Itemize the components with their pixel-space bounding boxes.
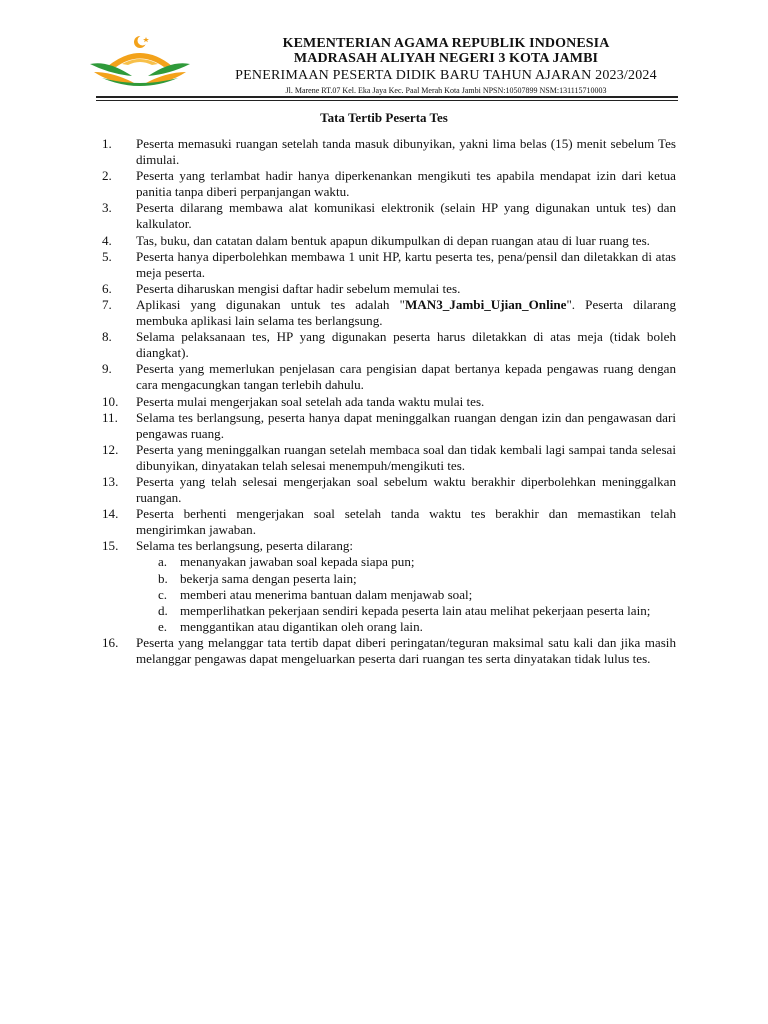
list-item-number: 14. — [102, 506, 119, 522]
list-item-number: 11. — [102, 409, 118, 425]
list-item — [102, 441, 676, 474]
sub-list-letter: e. — [158, 618, 168, 634]
list-item-text: Peserta yang memerlukan penjelasan cara pengisian dapat bertanya kepada pengawas ruang dengan cara mengacungkan tangan terlebih dahulu. — [136, 361, 676, 393]
list-item-number: 6. — [102, 280, 112, 296]
sub-list-item — [136, 587, 676, 603]
sub-list-item — [136, 554, 676, 570]
list-item-number: 13. — [102, 473, 119, 489]
list-item-number: 9. — [102, 361, 112, 377]
list-item-text: Peserta mulai mengerjakan soal setelah ada tanda waktu mulai tes. — [136, 393, 485, 409]
list-item — [102, 296, 676, 329]
header-rule-thin — [96, 100, 678, 101]
list-item — [102, 248, 676, 281]
list-item — [102, 361, 676, 393]
list-item-number: 16. — [102, 634, 119, 650]
list-item — [102, 538, 676, 635]
list-item — [102, 329, 676, 361]
list-item-text: Peserta dilarang membawa alat komunikasi elektronik (selain HP yang digunakan untuk tes) dan kalkulator. — [136, 200, 676, 232]
list-item-number: 12. — [102, 441, 119, 457]
list-item-number: 3. — [102, 200, 112, 216]
list-item-text-before: Aplikasi yang digunakan untuk tes adalah " — [136, 296, 405, 312]
list-item-text: Peserta yang telah selesai mengerjakan soal sebelum waktu berakhir diperbolehkan meninggalkan ruangan. — [136, 473, 676, 506]
list-item — [102, 280, 676, 297]
list-item-number: 4. — [102, 232, 112, 248]
list-item — [102, 200, 676, 232]
list-item-number: 8. — [102, 329, 112, 345]
list-item-text: Peserta hanya diperbolehkan membawa 1 unit HP, kartu peserta tes, pena/pensil dan diletakkan di atas meja peserta. — [136, 248, 676, 280]
list-item — [102, 506, 676, 538]
list-item-text: Selama tes berlangsung, peserta dilarang: — [136, 538, 354, 554]
sub-list-text: memberi atau menerima bantuan dalam menjawab soal; — [180, 586, 473, 602]
sub-list-letter: b. — [158, 570, 168, 586]
sub-list-item — [136, 603, 676, 619]
sub-list-letter: d. — [158, 602, 168, 618]
list-item — [102, 473, 676, 506]
header-rule-thick — [96, 96, 678, 98]
list-item — [102, 168, 676, 200]
sub-list-item — [136, 619, 676, 635]
sub-list-text: menanyakan jawaban soal kepada siapa pun; — [180, 554, 415, 570]
list-item-number: 1. — [102, 136, 112, 151]
list-item-number: 2. — [102, 168, 112, 184]
app-name: MAN3_Jambi_Ujian_Online — [404, 296, 567, 312]
school-address: Jl. Marene RT.07 Kel. Eka Jaya Kec. Paal Merah Kota Jambi NPSN:10507899 NSM:131115710003 — [285, 86, 607, 95]
list-item-number: 15. — [102, 538, 119, 554]
list-item — [102, 409, 676, 442]
list-item-number: 7. — [102, 296, 112, 312]
list-item-number: 5. — [102, 248, 112, 264]
document-title: Tata Tertib Peserta Tes — [320, 110, 448, 125]
ministry-name: KEMENTERIAN AGAMA REPUBLIK INDONESIA — [282, 36, 610, 51]
sub-list-text: memperlihatkan pekerjaan sendiri kepada peserta lain atau melihat pekerjaan peserta lain; — [180, 602, 651, 618]
list-item — [102, 232, 676, 249]
admission-title: PENERIMAAN PESERTA DIDIK BARU TAHUN AJARAN 2023/2024 — [235, 68, 657, 83]
sub-list-letter: a. — [158, 554, 168, 570]
list-item-text: Peserta yang meninggalkan ruangan setelah membaca soal dan tidak kembali lagi sampai tanda selesai dibunyikan, dinyatakan telah selesai menempuh/mengikuti tes. — [136, 441, 676, 473]
list-item-text-after: ". Peserta dilarang membuka aplikasi lain selama tes berlangsung. — [136, 296, 676, 329]
list-item-number: 10. — [102, 393, 119, 409]
list-item-text: Peserta yang melanggar tata tertib dapat diberi peringatan/teguran maksimal satu kali dan jika masih melanggar pengawas dapat mengeluarkan peserta dari ruangan tes serta dinyatakan tidak lulus tes. — [136, 634, 676, 666]
list-item — [102, 136, 676, 168]
list-item-text: Selama tes berlangsung, peserta hanya dapat meninggalkan ruangan dengan izin dan pengawasan dari pengawas ruang. — [136, 409, 676, 441]
list-item-text: Peserta berhenti mengerjakan soal setelah tanda waktu tes berakhir dan memastikan telah mengirimkan jawaban. — [136, 506, 676, 538]
letterhead-text — [212, 36, 680, 97]
rules-list — [102, 136, 676, 667]
list-item-text: Peserta memasuki ruangan setelah tanda masuk dibunyikan, yakni lima belas (15) menit sebelum Tes dimulai. — [136, 136, 676, 168]
list-item-text: Tas, buku, dan catatan dalam bentuk apapun dikumpulkan di depan ruangan atau di luar ruang tes. — [136, 232, 650, 248]
school-name: MADRASAH ALIYAH NEGERI 3 KOTA JAMBI — [293, 51, 599, 66]
list-item-text: Selama pelaksanaan tes, HP yang digunakan peserta harus diletakkan di atas meja (tidak boleh diangkat). — [136, 329, 676, 361]
sub-list-text: bekerja sama dengan peserta lain; — [180, 570, 357, 586]
sub-list-text: menggantikan atau digantikan oleh orang lain. — [180, 618, 423, 634]
list-item-text: Peserta yang terlambat hadir hanya diperkenankan mengikuti tes apabila mendapat izin dari ketua panitia tanpa diberi perpanjangan waktu. — [136, 168, 676, 200]
list-item — [102, 393, 676, 410]
letterhead — [0, 0, 768, 100]
sub-list — [136, 554, 676, 634]
sub-list-letter: c. — [158, 586, 168, 602]
list-item-text: Peserta diharuskan mengisi daftar hadir sebelum memulai tes. — [136, 280, 461, 296]
list-item — [102, 634, 676, 667]
madrasah-logo-icon — [88, 34, 192, 90]
sub-list-item — [136, 571, 676, 587]
